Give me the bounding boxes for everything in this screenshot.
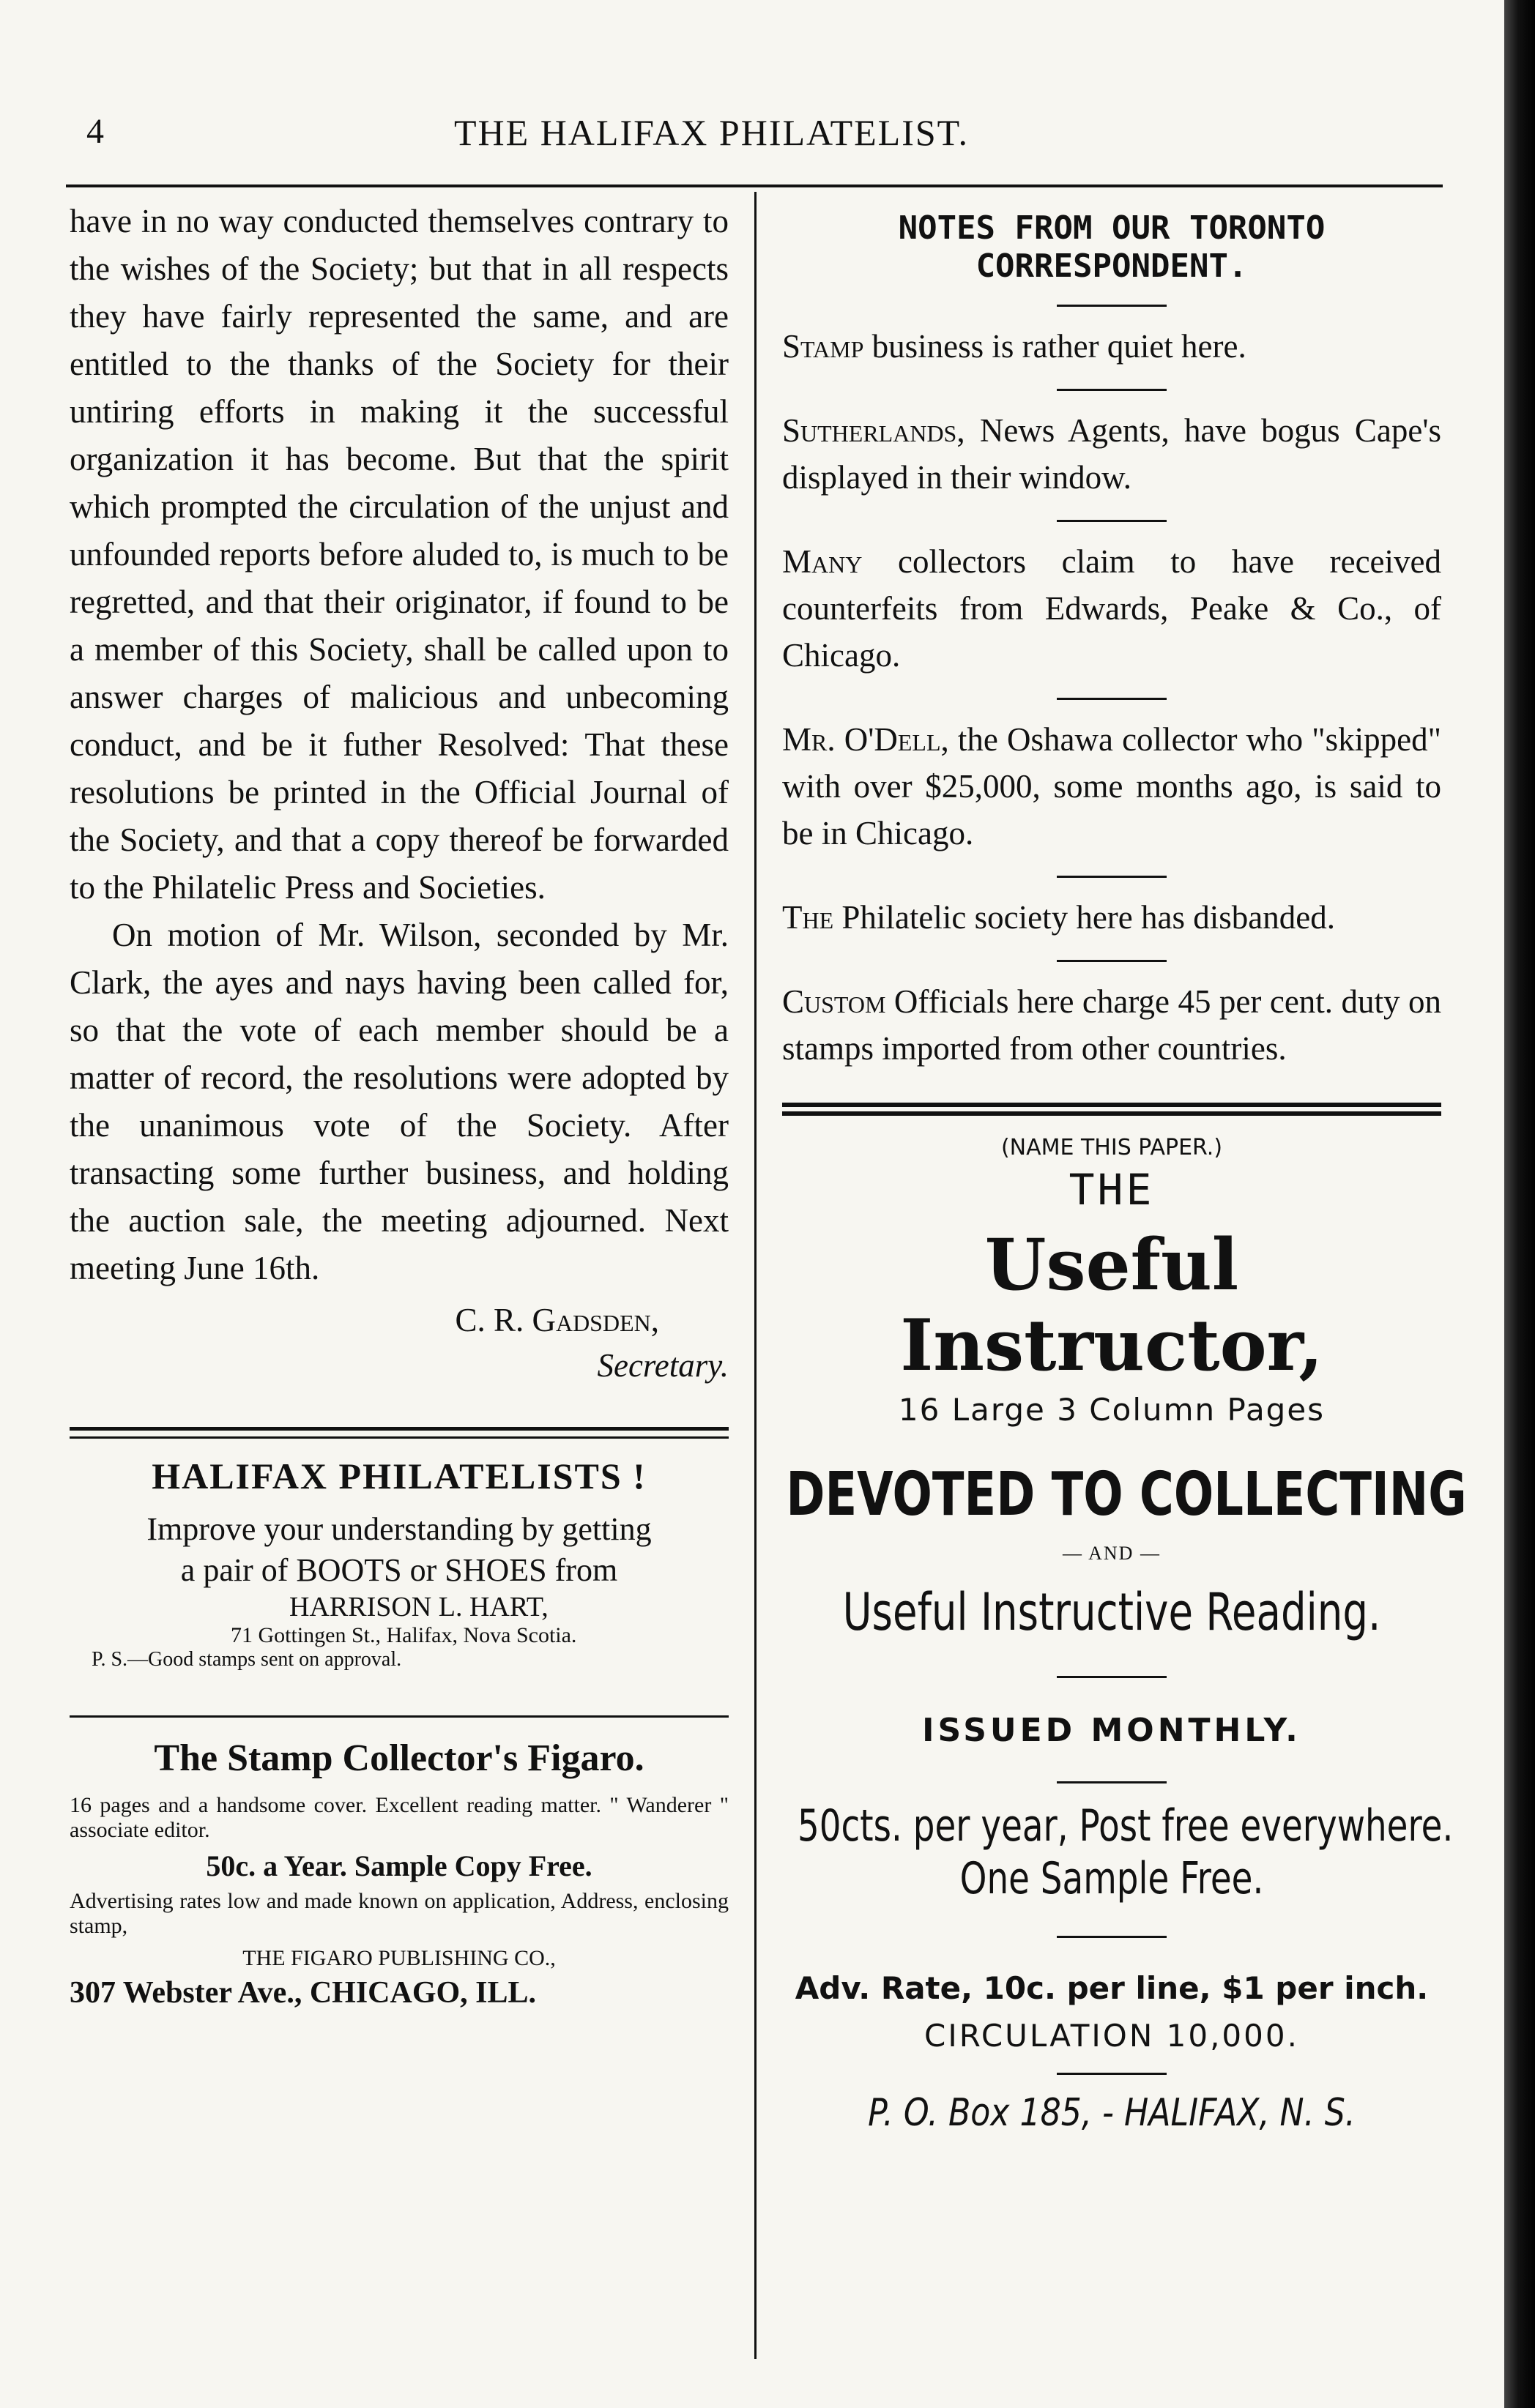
note-text: Philatelic society here has disbanded.: [833, 899, 1335, 936]
figaro-ad-heading: The Stamp Collector's Figaro.: [154, 1737, 644, 1779]
note-text: News Agents, have bogus Cape's displayed in their window.: [782, 412, 1441, 496]
page-edge-shadow: [1504, 0, 1535, 2408]
ad-price-line-1: 50cts. per year, Post free everywhere.: [798, 1800, 1454, 1852]
note-lead: Mr. O'Dell,: [782, 721, 949, 758]
short-rule: [1057, 1676, 1167, 1678]
figaro-ad-company: THE FIGARO PUBLISHING CO.,: [242, 1946, 556, 1970]
signature-name: C. R. Gadsden,: [455, 1302, 659, 1338]
note-lead: Stamp: [782, 328, 864, 365]
figaro-ad-price: 50c. a Year. Sample Copy Free.: [206, 1849, 592, 1882]
ad-subtitle: 16 Large 3 Column Pages: [898, 1392, 1326, 1428]
note-item: [782, 894, 1441, 941]
short-rule: [1057, 698, 1167, 700]
ad-and: — AND —: [1063, 1543, 1161, 1564]
hart-ad-line-2: a pair of BOOTS or SHOES from: [180, 1552, 618, 1588]
ad-circulation: CIRCULATION 10,000.: [924, 2018, 1299, 2054]
page-number: 4: [86, 112, 104, 151]
ad-issued: ISSUED MONTHLY.: [922, 1712, 1301, 1749]
hart-ad-ps: P. S.—Good stamps sent on approval.: [92, 1648, 402, 1671]
column-divider: [754, 192, 757, 2359]
left-column: [70, 198, 729, 2015]
right-column: [782, 198, 1467, 2135]
ad-divider: [70, 1715, 729, 1718]
note-lead: The: [782, 899, 834, 936]
short-rule: [1057, 389, 1167, 391]
short-rule: [1057, 2073, 1167, 2075]
useful-instructor-advertisement: [782, 1135, 1467, 2135]
notes-title-line-1: NOTES FROM OUR TORONTO: [898, 209, 1326, 247]
notes-title-line-2: CORRESPONDENT.: [975, 247, 1248, 285]
motion-paragraph: On motion of Mr. Wilson, seconded by Mr. Clark, the ayes and nays having been called for, so that the vote of each member should be a matter of record, the resolutions were adopted by the unanimous vote of the Society. After transacting some further business, and holding the auction sale, the meeting adjourned. Next meeting June 16th.: [70, 917, 729, 1286]
note-item: [782, 978, 1441, 1072]
hart-ad-heading: HALIFAX PHILATELISTS !: [152, 1455, 647, 1496]
note-text: Officials here charge 45 per cent. duty on stamps imported from other countries.: [782, 983, 1441, 1067]
ad-useful-reading: Useful Instructive Reading.: [842, 1582, 1381, 1642]
figaro-ad-description: 16 pages and a handsome cover. Excellent reading matter. " Wanderer " associate editor.: [70, 1793, 729, 1842]
header-rule: [66, 184, 1443, 187]
name-this-paper: (NAME THIS PAPER.): [1000, 1135, 1223, 1160]
hart-ad-address: 71 Gottingen St., Halifax, Nova Scotia.: [231, 1623, 577, 1647]
running-title: THE HALIFAX PHILATELIST.: [454, 112, 970, 153]
figaro-advertisement: [70, 1737, 729, 2010]
ad-address: P. O. Box 185, - HALIFAX, N. S.: [868, 2091, 1356, 2135]
short-rule: [1057, 1936, 1167, 1938]
short-rule: [1057, 305, 1167, 307]
short-rule: [1057, 520, 1167, 522]
note-text: business is rather quiet here.: [863, 328, 1246, 365]
ad-the: THE: [1068, 1165, 1155, 1215]
note-lead: Many: [782, 543, 863, 580]
signature-title: Secretary.: [597, 1347, 729, 1384]
ad-devoted: DEVOTED TO COLLECTING: [786, 1460, 1467, 1529]
note-item: [782, 323, 1441, 370]
hart-ad-name: HARRISON L. HART,: [289, 1592, 549, 1622]
resolution-paragraph: have in no way conducted themselves contrary to the wishes of the Society; but that in all respects they have fairly represented the same, and are entitled to the thanks of the Society for their untiring efforts in making it the successful organization it has become. But that the spirit which prompted the circulation of the unjust and unfounded reports before aluded to, is much to be regretted, and that their originator, if found to be a member of this Society, shall be called upon to answer charges of malicious and unbecoming conduct, and be it futher Resolved: That these resolutions be printed in the Official Journal of the Society, and that a copy thereof be forwarded to the Philatelic Press and Societies.: [70, 203, 729, 906]
short-rule: [1057, 1781, 1167, 1783]
note-item: [782, 716, 1441, 857]
note-item: [782, 538, 1441, 679]
double-rule: [70, 1427, 729, 1439]
note-item: [782, 407, 1441, 501]
note-text: collectors claim to have received counterfeits from Edwards, Peake & Co., of Chicago.: [782, 543, 1441, 674]
note-lead: Sutherlands,: [782, 412, 965, 449]
short-rule: [1057, 876, 1167, 878]
note-lead: Custom: [782, 983, 886, 1020]
note-text: the Oshawa collector who "skipped" with over $25,000, some months ago, is said to be in Chicago.: [782, 721, 1441, 851]
hart-advertisement: [70, 1455, 729, 1671]
double-rule: [782, 1103, 1441, 1116]
short-rule: [1057, 960, 1167, 962]
figaro-ad-address: 307 Webster Ave., CHICAGO, ILL.: [70, 1976, 537, 2010]
figaro-ad-terms: Advertising rates low and made known on application, Address, enclosing stamp,: [70, 1889, 729, 1938]
hart-ad-line-1: Improve your understanding by getting: [146, 1511, 652, 1547]
ad-rate: Adv. Rate, 10c. per line, $1 per inch.: [795, 1970, 1429, 2006]
ad-price-line-2: One Sample Free.: [959, 1853, 1264, 1904]
ad-title: Useful Instructor,: [900, 1223, 1323, 1387]
